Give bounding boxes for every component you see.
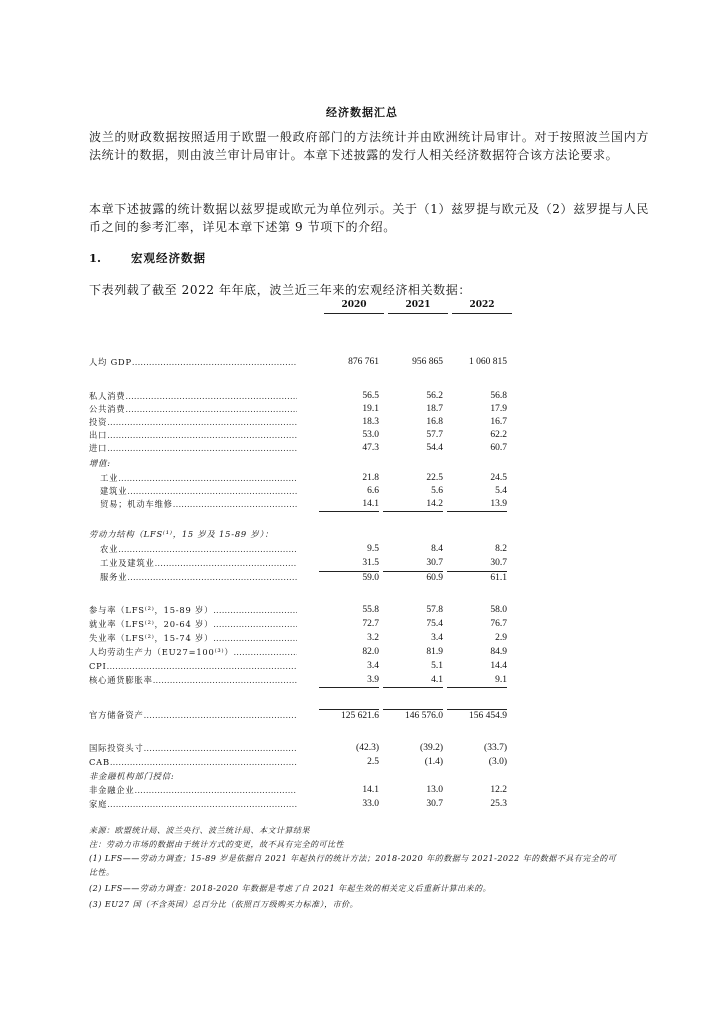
table-row xyxy=(89,604,519,617)
column-header-2020: 2020 xyxy=(324,300,384,314)
cell-value: 1 060 815 xyxy=(469,357,507,367)
table-row xyxy=(89,485,519,498)
row-label: 核心通货膨胀率 ..... xyxy=(89,674,297,687)
cell-value: 72.7 xyxy=(362,619,379,629)
table-row xyxy=(89,756,519,769)
row-label: CAB ..... xyxy=(89,756,297,769)
cell-value: 21.8 xyxy=(362,473,379,483)
row-label: 失业率（LFS⁽²⁾，15-74 岁） ..... xyxy=(89,632,297,645)
table-row xyxy=(89,429,519,442)
footnote-1-continued: 比性。 xyxy=(89,868,115,877)
footnote-1: (1) LFS——劳动力调查；15-89 岁是依据自 2021 年起执行的统计方法；2018-2020 年的数据与 2021-2022 年的数据不具有完全的可 xyxy=(89,854,617,863)
row-label: 公共消费 ..... xyxy=(89,403,297,416)
cell-value: 13.9 xyxy=(447,498,507,512)
cell-value: 24.5 xyxy=(490,473,507,483)
cell-value: 4.1 xyxy=(383,674,443,688)
cell-value: 146 576.0 xyxy=(383,709,443,723)
table-intro: 下表列载了截至 2022 年年底，波兰近三年来的宏观经济相关数据： xyxy=(89,283,471,297)
comparability-note: 注：劳动力市场的数据由于统计方式的变更，故不具有完全的可比性 xyxy=(89,840,344,849)
row-label: 官方储备资产 ..... xyxy=(89,709,297,722)
cell-value: 6.6 xyxy=(367,486,379,496)
cell-value: 3.4 xyxy=(367,661,379,671)
cell-value: (42.3) xyxy=(356,743,379,753)
intro-paragraph-currency: 本章下述披露的统计数据以兹罗提或欧元为单位列示。关于（1）兹罗提与欧元及（2）兹罗提与人民币之间的参考汇率，详见本章下述第 9 节项下的介绍。 xyxy=(89,202,649,234)
cell-value: 5.6 xyxy=(431,486,443,496)
cell-value: 55.8 xyxy=(362,605,379,615)
table-row xyxy=(89,709,519,722)
table-row xyxy=(89,571,519,584)
cell-value: 56.5 xyxy=(362,391,379,401)
cell-value: 84.9 xyxy=(490,647,507,657)
cell-value: 8.2 xyxy=(495,544,507,554)
row-label: 人均 GDP ..... xyxy=(89,356,297,369)
cell-value: 47.3 xyxy=(362,443,379,453)
cell-value: 9.1 xyxy=(447,674,507,688)
table-row xyxy=(89,356,519,369)
cell-value: 16.7 xyxy=(490,417,507,427)
row-label: 投资 ..... xyxy=(89,416,297,429)
row-label: 参与率（LFS⁽²⁾，15-89 岁） ..... xyxy=(89,604,297,617)
cell-value: 3.4 xyxy=(431,633,443,643)
row-label: 贸易；机动车维修 ..... xyxy=(89,498,297,511)
cell-value: 56.8 xyxy=(490,391,507,401)
cell-value: 82.0 xyxy=(362,647,379,657)
row-label: 人均劳动生产力（EU27=100⁽³⁾） ..... xyxy=(89,646,297,659)
cell-value: 956 865 xyxy=(412,357,443,367)
cell-value: 59.0 xyxy=(319,571,379,585)
cell-value: 22.5 xyxy=(426,473,443,483)
table-row xyxy=(89,442,519,455)
table-row xyxy=(89,543,519,556)
cell-value: 57.7 xyxy=(426,430,443,440)
cell-value: 9.5 xyxy=(367,544,379,554)
section-number: 1. xyxy=(89,251,102,265)
cell-value: 13.0 xyxy=(426,785,443,795)
cell-value: 54.4 xyxy=(426,443,443,453)
cell-value: 19.1 xyxy=(362,404,379,414)
row-label: 非金融企业 ..... xyxy=(89,784,297,797)
cell-value: (1.4) xyxy=(424,757,443,767)
table-subheading xyxy=(89,770,519,783)
table-row xyxy=(89,618,519,631)
cell-value: 3.2 xyxy=(367,633,379,643)
cell-value: 30.7 xyxy=(490,558,507,568)
table-subheading xyxy=(89,457,519,470)
cell-value: 8.4 xyxy=(431,544,443,554)
intro-paragraph-fiscal: 波兰的财政数据按照适用于欧盟一般政府部门的方法统计并由欧洲统计局审计。对于按照波兰国内方法统计的数据，则由波兰审计局审计。本章下述披露的发行人相关经济数据符合该方法论要求。 xyxy=(89,130,649,162)
table-row xyxy=(89,403,519,416)
row-label: CPI ..... xyxy=(89,660,297,673)
row-label: 工业 ..... xyxy=(89,472,297,485)
cell-value: 30.7 xyxy=(426,558,443,568)
row-label: 进口 ..... xyxy=(89,442,297,455)
cell-value: (3.0) xyxy=(488,757,507,767)
table-row xyxy=(89,557,519,570)
cell-value: 2.5 xyxy=(367,757,379,767)
row-label: 私人消费 ..... xyxy=(89,390,297,403)
cell-value: 125 621.6 xyxy=(319,709,379,723)
footnote-2: (2) LFS——劳动力调查：2018-2020 年数据是考虑了自 2021 年起生效的相关定义后重新计算出来的。 xyxy=(89,884,492,893)
table-row xyxy=(89,390,519,403)
page-title: 经济数据汇总 xyxy=(326,106,398,119)
cell-value: 60.9 xyxy=(383,571,443,585)
row-label: 服务业 ..... xyxy=(89,571,297,584)
cell-value: 5.1 xyxy=(431,661,443,671)
cell-value: 25.3 xyxy=(490,799,507,809)
cell-value: 2.9 xyxy=(495,633,507,643)
table-row xyxy=(89,660,519,673)
cell-value: 18.7 xyxy=(426,404,443,414)
section-title: 宏观经济数据 xyxy=(131,251,206,265)
cell-value: 61.1 xyxy=(447,571,507,585)
cell-value: 14.4 xyxy=(490,661,507,671)
cell-value: 3.9 xyxy=(319,674,379,688)
row-label: 工业及建筑业 ..... xyxy=(89,557,297,570)
cell-value: 30.7 xyxy=(426,799,443,809)
table-row xyxy=(89,742,519,755)
cell-value: 18.3 xyxy=(362,417,379,427)
cell-value: 17.9 xyxy=(490,404,507,414)
table-row xyxy=(89,632,519,645)
cell-value: 57.8 xyxy=(426,605,443,615)
cell-value: 14.1 xyxy=(319,498,379,512)
cell-value: 53.0 xyxy=(362,430,379,440)
cell-value: 31.5 xyxy=(362,558,379,568)
table-row xyxy=(89,784,519,797)
cell-value: 58.0 xyxy=(490,605,507,615)
cell-value: 75.4 xyxy=(426,619,443,629)
row-label: 国际投资头寸 ..... xyxy=(89,742,297,755)
table-row xyxy=(89,416,519,429)
row-label: 劳动力结构（LFS⁽¹⁾，15 岁及 15-89 岁）： xyxy=(89,529,274,539)
cell-value: (33.7) xyxy=(484,743,507,753)
source-note: 来源：欧盟统计局、波兰央行、波兰统计局、本文计算结果 xyxy=(89,826,310,835)
table-row xyxy=(89,472,519,485)
cell-value: (39.2) xyxy=(420,743,443,753)
table-row xyxy=(89,674,519,687)
cell-value: 156 454.9 xyxy=(447,709,507,723)
cell-value: 33.0 xyxy=(362,799,379,809)
footnote-3: (3) EU27 国（不含英国）总百分比（依照百万级购买力标准），市价。 xyxy=(89,900,359,909)
cell-value: 62.2 xyxy=(490,430,507,440)
row-label: 非金融机构部门授信: xyxy=(89,771,175,781)
column-header-2021: 2021 xyxy=(388,300,448,314)
cell-value: 14.1 xyxy=(362,785,379,795)
cell-value: 60.7 xyxy=(490,443,507,453)
cell-value: 56.2 xyxy=(426,391,443,401)
row-label: 出口 ..... xyxy=(89,429,297,442)
row-label: 农业 ..... xyxy=(89,543,297,556)
table-subheading xyxy=(89,528,519,541)
table-row xyxy=(89,798,519,811)
cell-value: 81.9 xyxy=(426,647,443,657)
cell-value: 14.2 xyxy=(383,498,443,512)
cell-value: 76.7 xyxy=(490,619,507,629)
table-row xyxy=(89,498,519,511)
cell-value: 12.2 xyxy=(490,785,507,795)
cell-value: 876 761 xyxy=(348,357,379,367)
row-label: 建筑业 ..... xyxy=(89,485,297,498)
cell-value: 5.4 xyxy=(495,486,507,496)
section-heading xyxy=(89,250,206,266)
row-label: 家庭 ..... xyxy=(89,798,297,811)
row-label: 增值: xyxy=(89,458,111,468)
row-label: 就业率（LFS⁽²⁾，20-64 岁） ..... xyxy=(89,618,297,631)
cell-value: 16.8 xyxy=(426,417,443,427)
table-row xyxy=(89,646,519,659)
column-header-2022: 2022 xyxy=(452,300,512,314)
